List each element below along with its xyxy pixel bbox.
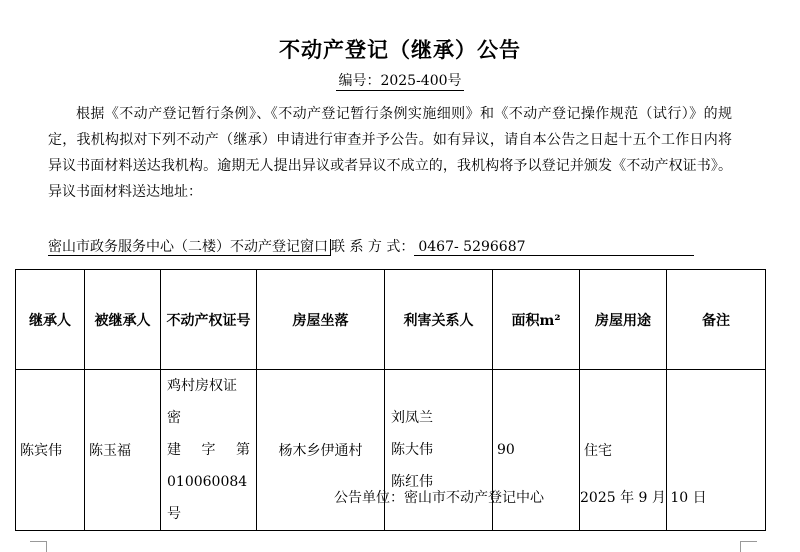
serial-number: 编号：2025-400号 — [338, 73, 462, 89]
notice-serial — [0, 70, 800, 90]
notice-footer — [334, 487, 707, 507]
cell-heir: 陈宾伟 — [16, 370, 85, 531]
interested-party: 陈红伟 — [391, 474, 433, 490]
delivery-address: 密山市政务服务中心（二楼）不动产登记窗口 — [48, 239, 331, 256]
page-corner-mark — [30, 541, 47, 552]
header-area: 面积m² — [493, 270, 580, 370]
footer-unit: 密山市不动产登记中心 — [404, 490, 544, 506]
notice-body-text: 根据《不动产登记暂行条例》、《不动产登记暂行条例实施细则》和《不动产登记操作规范（试行）》的规定，我机构拟对下列不动产（继承）申请进行审查并予公告。如有异议，请自本公告之日起十五个工作日内将异议书面材料送达我机构。逾期无人提出异议或者异议不成立的，我机构将予以登记并颁发《不动产权证书》。 异议书面材料送达地址： — [48, 106, 732, 200]
notice-title: 不动产登记（继承）公告 — [279, 37, 521, 62]
cell-usage: 住宅 — [580, 370, 667, 531]
footer-date: 2025 年 9 月 10 日 — [580, 490, 707, 506]
contact-phone: 0467- 5296687 — [414, 239, 694, 256]
contact-line — [48, 236, 732, 258]
interested-party: 陈大伟 — [391, 442, 433, 458]
header-location: 房屋坐落 — [257, 270, 385, 370]
cert-char: 建 — [167, 442, 181, 458]
footer-unit-label: 公告单位： — [334, 490, 404, 506]
table-header-row — [16, 270, 766, 370]
contact-label: 联 系 方 式： — [331, 239, 415, 255]
header-heir: 继承人 — [16, 270, 85, 370]
cell-location: 杨木乡伊通村 — [257, 370, 385, 531]
cert-char: 字 — [201, 442, 216, 458]
cell-cert-no — [161, 370, 257, 531]
cell-area: 90 — [493, 370, 580, 531]
cert-line-1: 鸡村房权证密 — [167, 378, 237, 426]
header-remark: 备注 — [667, 270, 766, 370]
notice-body — [48, 101, 732, 205]
header-decedent: 被继承人 — [85, 270, 161, 370]
cert-line-2 — [167, 434, 250, 466]
header-usage: 房屋用途 — [580, 270, 667, 370]
page-corner-mark — [740, 541, 757, 552]
cert-char: 第 — [236, 442, 250, 458]
cell-decedent: 陈玉福 — [85, 370, 161, 531]
cert-line-3: 010060084号 — [167, 474, 248, 522]
header-interested: 利害关系人 — [385, 270, 493, 370]
header-cert-no: 不动产权证号 — [161, 270, 257, 370]
interested-party: 刘凤兰 — [391, 410, 433, 426]
